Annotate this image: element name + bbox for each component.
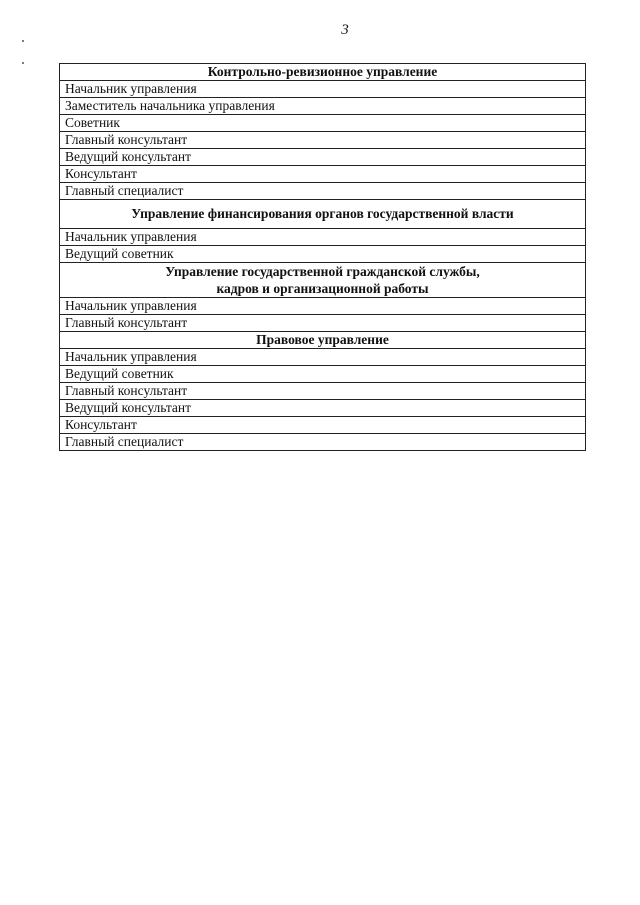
scan-speck [22,62,24,64]
table-row [60,132,586,149]
table-row [60,183,586,200]
table-row [60,298,586,315]
table-row [60,81,586,98]
section-title: Правовое управление [60,332,586,349]
section-header-row [60,263,586,298]
scan-speck [22,40,24,42]
section-title-line: кадров и организационной работы [216,281,429,296]
table-row [60,315,586,332]
table-row [60,246,586,263]
position-cell: Главный консультант [60,132,586,149]
table-row [60,383,586,400]
position-cell: Главный консультант [60,383,586,400]
table-row [60,149,586,166]
position-cell: Начальник управления [60,349,586,366]
position-cell: Ведущий консультант [60,400,586,417]
position-cell: Начальник управления [60,229,586,246]
table-row [60,400,586,417]
position-cell: Консультант [60,417,586,434]
section-header-row [60,332,586,349]
section-title [60,263,586,298]
position-cell: Начальник управления [60,81,586,98]
staff-positions-table [59,63,586,451]
position-cell: Главный специалист [60,183,586,200]
table-row [60,115,586,132]
table-row [60,417,586,434]
table-row [60,366,586,383]
position-cell: Консультант [60,166,586,183]
position-cell: Ведущий советник [60,246,586,263]
table-row [60,98,586,115]
position-cell: Советник [60,115,586,132]
table-row [60,229,586,246]
section-title: Контрольно-ревизионное управление [60,64,586,81]
position-cell: Ведущий консультант [60,149,586,166]
page-number: 3 [341,22,349,38]
position-cell: Начальник управления [60,298,586,315]
section-title-line: Управление государственной гражданской службы, [165,264,480,279]
section-header-row [60,200,586,229]
table-row [60,166,586,183]
position-cell: Заместитель начальника управления [60,98,586,115]
section-title: Управление финансирования органов государственной власти [60,200,586,229]
position-cell: Главный специалист [60,434,586,451]
section-header-row [60,64,586,81]
table-row [60,434,586,451]
position-cell: Ведущий советник [60,366,586,383]
table-row [60,349,586,366]
position-cell: Главный консультант [60,315,586,332]
